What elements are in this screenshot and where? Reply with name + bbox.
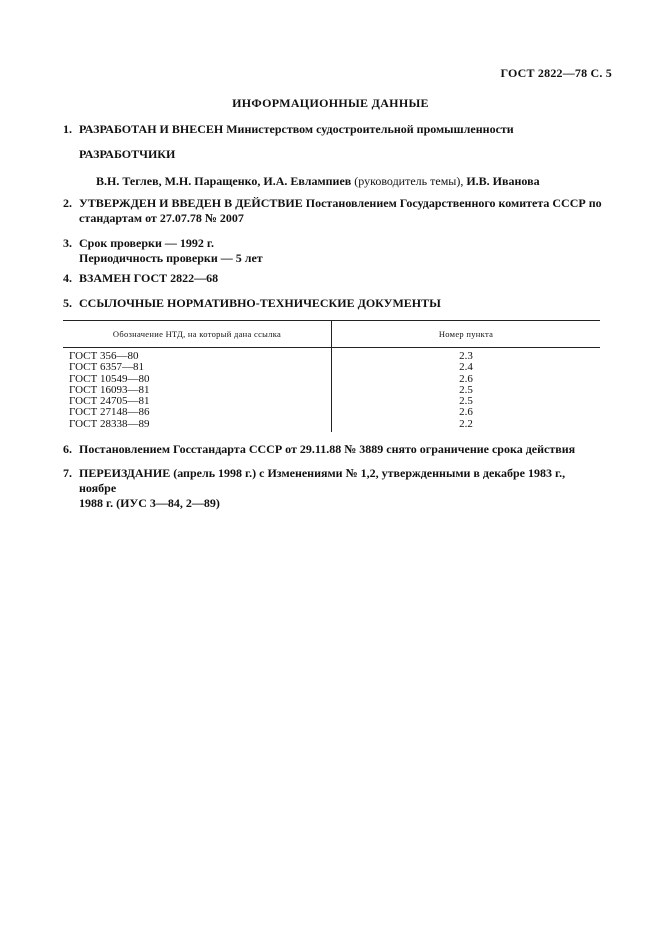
developers-names: В.Н. Теглев, М.Н. Паращенко, И.А. Евлампиев [96, 174, 352, 188]
item-7-number: 7. [63, 466, 72, 480]
table-cell-doc: ГОСТ 6357—81 [63, 362, 332, 373]
item-1-number: 1. [63, 122, 72, 136]
table-cell-point: 2.6 [459, 372, 473, 385]
item-3-line1: Срок проверки — 1992 г. [79, 236, 214, 250]
table-cell-point: 2.5 [459, 395, 473, 408]
table-cell-doc: ГОСТ 356—80 [63, 348, 332, 363]
item-7-text-line2: 1988 г. (ИУС 3—84, 2—89) [79, 496, 220, 510]
item-7-heading: ПЕРЕИЗДАНИЕ [79, 466, 171, 480]
item-5-number: 5. [63, 296, 72, 310]
item-6-text: Постановлением Госстандарта СССР от 29.11.88 № 3889 снято ограничение срока действия [79, 442, 576, 456]
table-cell-doc: ГОСТ 27148—86 [63, 407, 332, 418]
table-cell-point: 2.2 [459, 417, 473, 430]
section-title: ИНФОРМАЦИОННЫЕ ДАННЫЕ [232, 96, 429, 110]
item-2-heading: УТВЕРЖДЕН И ВВЕДЕН В ДЕЙСТВИЕ [79, 196, 303, 210]
item-5-text: ССЫЛОЧНЫЕ НОРМАТИВНО-ТЕХНИЧЕСКИЕ ДОКУМЕНТЫ [79, 296, 441, 310]
table-cell-point: 2.6 [459, 406, 473, 419]
table-row [63, 419, 600, 432]
table-header-row [63, 321, 600, 348]
developers-names-2: И.В. Иванова [466, 174, 540, 188]
developers-role: (руководитель темы), [354, 174, 464, 188]
table-cell-doc: ГОСТ 10549—80 [63, 374, 332, 385]
item-4-text: ВЗАМЕН ГОСТ 2822—68 [79, 271, 219, 285]
item-2-text: Постановлением Государственного комитета СССР по [305, 196, 602, 210]
page-header: ГОСТ 2822—78 С. 5 [500, 66, 612, 80]
item-3-number: 3. [63, 236, 72, 250]
table-cell-doc: ГОСТ 16093—81 [63, 385, 332, 396]
column-header-document: Обозначение НТД, на который дана ссылка [63, 321, 332, 348]
item-6-number: 6. [63, 442, 72, 456]
table-cell-point: 2.5 [459, 383, 473, 396]
item-1-heading: РАЗРАБОТАН И ВНЕСЕН [79, 122, 224, 136]
item-2-number: 2. [63, 196, 72, 210]
item-1-text: Министерством судостроительной промышленности [226, 122, 514, 136]
item-2-text-line2: стандартам от 27.07.78 № 2007 [79, 211, 244, 225]
item-4-number: 4. [63, 271, 72, 285]
reference-table [63, 320, 600, 432]
table-cell-point: 2.4 [459, 361, 473, 374]
column-header-point: Номер пункта [332, 321, 601, 348]
item-3-line2: Периодичность проверки — 5 лет [79, 251, 263, 265]
table-cell-doc: ГОСТ 24705—81 [63, 396, 332, 407]
item-7-text: (апрель 1998 г.) с Изменениями № 1,2, утвержденными в декабре 1983 г., ноябре [79, 466, 566, 495]
table-row [63, 348, 600, 363]
table-row [63, 362, 600, 373]
developers-label: РАЗРАБОТЧИКИ [79, 147, 176, 161]
table-cell-doc: ГОСТ 28338—89 [63, 419, 332, 432]
table-cell-point: 2.3 [459, 350, 473, 362]
developers-list [96, 174, 540, 189]
